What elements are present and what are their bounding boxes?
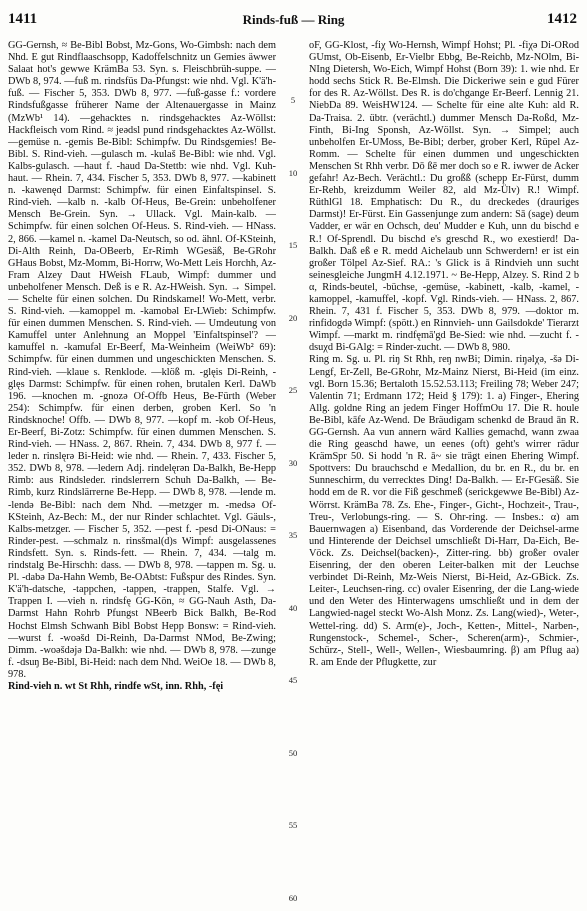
line-number: 5 — [290, 95, 296, 105]
line-numbers — [283, 40, 305, 906]
line-number: 45 — [288, 675, 298, 685]
left-column — [8, 40, 276, 906]
line-number: 35 — [288, 530, 298, 540]
entry-ring: Ring m. Sg. u. Pl. riŋ St Rhh, reŋ nwBi; Dimin. riŋǝlχǝ, -šǝ Di-Lengf, Er-Zell, Be-GRohr, Mz-Mainz Nierst, Bi-Heid (im einz. vgl. Born 15.36; Bertaloth 15.52.53.113; Freiling 78; Weber 247; Valentin 71; Erdmann 172; Heid § 179): 1. a) Finger-, Ehering Allg. goldne Ring an jedem Finger HoffmOu 17. Die R. houle Be-Bibl, kāfe Az-Wend. De Bräudigam schenkd de Braud ān R. GG-Gernsh. Aa vun annern wärd Kallies gemachd, wann zwaa die Ring geaschd hawe, un eenes (oft) geht's wirrer rädur KrämSpr 50. Si hodd 'n R. ā~ sie trägt einen Ehering Wimpf. Spottvers: Du brauchschd e Medallion, du br. en R., du br. en Sunneschirm, du verrecktes Ding! Da-Balkh. — Er-FGesäß. Sie hodd em de R. vor die Fiß geschmeß (serickgewwe Be-Bibl) Az-Wörrst. KrämBa 78. Zs. Ehe-, Finger-, Gicht-, Hochzeit-, Trau-, Treu-, Verlobungs-ring. — S. Ohr-ring. — Insbes.: α) am Bauernwagen a) Eisenband, das Vorderende der Deichsel-arme und Hinterende der Deichsel umschließt Di-Harr, Da-Eich, Be-Vöck. Zs. Deichsel(backen)-, Zitter-ring. bb) großer ovaler Eisenring, der den oberen Leiter-balken mit der Leuchse verbindet Di-Reinh, Mz-Weis Nierst, Bi-Heid, Az-GBick. Zs. Leiter-, Leuchsen-ring. cc) ovaler Eisenring, der die Lang-wiede und den Weter des Hinterwagens umschließt und in dem der Langwied-nagel steckt Wo-Alsh Monz. Zs. Lang(wied)-, Weter-, Wettel-ring. dd) S. Arm(e)-, Joch-, Ketten-, Mittel-, Narben-, Rungenstock-, Schemel-, Scher-, Scheren(arm)-, Schmier-, Schürz-, Stell-, Well-, Wellen-, Wiesbaumring. β) am Pflug aa) R. am Ende der Pflugkette, zur — [309, 354, 579, 668]
page-header — [0, 11, 587, 29]
entry-rind-vieh: Rind-vieh n. wt St Rhh, rindfe wSt, inn. Rhh, -fęi — [8, 680, 224, 692]
line-number: 55 — [288, 820, 298, 830]
right-paragraph-rind-vieh-cont: oF, GG-Klost, -fiχ Wo-Hernsh, Wimpf Hohst; Pl. -fiχǝ Di-ORod GUmst, Ob-Eisenb, Er-Vielbr Ebbg, Be-Reichb, Mz-NOlm, Bi-NIng Dietersh, Wo-Eich, Wimpf Hohst (Born 39): 1. wie nhd. Er hodd sechs Stick R. Be-Elmsh. Die Dickeriwe sein e gud Fürer for des R. Az-Wöllst. Des R. is do'chgange Er-Beerf. Lennig 21. NiebDa 89. WeisHW124. — Schelte für eine alte Kuh: ald R. Da-Traisa. 2. übtr. (verächtl.) dummer Mensch Da-Roßd, Mz-Finth, Bi-Ing Sponsh, Az-Wöllst. Syn. → Simpel; auch unbeholfen Er-UMoss, Be-Bibl; derber, grober Kerl, Rüpel Az-Romm. — Schelte für einen dummen und ungeschickten Menschen St Rhh verbr. Dō ßē mer doch so e R. iwwer de Acker gefahr! Az-Bech. Verächtl.: Du großß (schepp Er-Fürst, dumm Er-Rehb, kreizdumm Weiler 82, ald Mz-Ülv) R.! Wimpf. RüthlGl 18. Emphatisch: Du R., du dreckedes (drauriges Darmst)! Er-Fürst. Ein Gassenjunge zum andern: Sā (sage) deum Vadder, er wär en Ochsch, deu' Mudder e Kuh, unn du bischd e R.! Of-Sprendl. Du bischd e's greschd R., wo exestierd! Da-Balkh. Daß eß e R. medd Aichelaub unn Schwerdern! er ist ein großer Tölpel Az-Sief. RA.: 's Glick is ā Rindvieh unn sucht seinesgleiche JungmH 4.12.1971. ~ Be-Hepp, Alzey. S. Rind 2 b α, Rinds-beutel, -büchse, -gemüse, -kabinett, -kalb, -kamel, -kamoppel, -kamuffel, -kopf. Vgl. Rinds-vieh. — HNass. 2, 867. Rhein. 7, 431 f. Fischer 5, 353. DWb 8, 979. —doktor m. rinfidogdǝ Wimpf: (spött.) en Rinnvieh- unn Gailsdokde' Tierarzt Wimpf. —markt m. rindfęmā'gd Be-Sied: wie nhd. —zucht f. -dsuχd Bi-GAlg: = Rinder-zucht. — DWb 8, 980. — [309, 40, 579, 354]
line-number: 40 — [288, 603, 298, 613]
line-number: 60 — [288, 893, 298, 903]
right-column — [309, 40, 579, 906]
line-number: 50 — [288, 748, 298, 758]
page-number-left: 1411 — [8, 11, 38, 27]
line-number: 30 — [288, 458, 298, 468]
page-number-right: 1412 — [547, 11, 577, 27]
line-number: 20 — [288, 313, 298, 323]
left-paragraph: GG-Gernsh, ≈ Be-Bibl Bobst, Mz-Gons, Wo-Gimbsh: nach dem Nhd. E gut Rindflaaschsopp, Kadoffelschnitz un Gemies äwwer Salaat hot's gewwe KrämBa 53. Syn. s. Fleischbrüh-suppe. — DWb 8, 974. —fuß m. rindsfüs Da-Pfungst: wie nhd. Vgl. K'ä'h-fuß. — Fischer 5, 353. DWb 8, 977. —fuß-gasse f.: vordere Rindsfußgasse früherer Name der Altenauergasse in Mainz (MzWb¹ 14). —gehacktes n. rindsgehacktes Az-Wöllst: Hackfleisch vom Rind. ≈ jeǝdsl pund rindsgehacktes Az-Wöllst. —gemüse n. -gemis Be-Bibl: Schimpfw. Du Rindsgemies! Be-Bibl. S. Rind-vieh. —gulasch m. -kulaš Be-Bibl: wie nhd. Vgl. Kalbs-gulasch. —haut f. -haud Da-Stettb: wie nhd. Vgl. Kuh-haut. — Rhein. 7, 434. Fischer 5, 353. DWb 8, 977. —kabinett n. -kawenęd Darmst: Schimpfw. für einen Einfaltspinsel. S. Rind-vieh. —kalb n. -kalb Of-Heus, Be-Grein: unbeholfener Mensch Be-Grein. Syn. → Ullack. Vgl. Main-kalb. — Schimpfw. für einen solchen Of-Heus. S. Rind-vieh. — HNass. 2, 866. —kamel n. -kamel Da-Neutsch, so od. ähnl. Of-KSteinh, Di-Alth Reinh, Da-OBeerb, Er-Rimh WGesäß, Be-GRohr GHaus Bobst, Mz-Momm, Bi-Horrw, Wo-Mett Leis Horchh, Az-Fram Alzey Daut HWeish FLaub, Wimpf: dummer und unbeholfener Mensch. Deß is e R. Az-HWeish. Syn. → Simpel. — Schelte für einen solchen. Du Rindskamel! Wo-Mett, verbr. S. Rind-vieh. —kamoppel m. -kamobǝl Er-LWieb: Schimpfw. für einen dummen Menschen. S. Rind-vieh. — Umdeutung von Kamuffel unter Anlehnung an Moppel 'Einfaltspinsel'? —kamuffel n. -kamufǝl Er-Beerf, Ma-Weinheim (WeiWb² 69): Schimpfw. für einen dummen und ungeschickten Menschen. S. Rind-vieh. —klaue s. Renklode. —klöß m. -glęis Di-Reinh, -glęs Darmst: Schimpfw. für einen rohen, brutalen Kerl. DaWb 196. —knochen m. -gnozǝ Of-Offb Heus, Be-Fürth (Weber 254): Schimpfw. für einen derben, groben Kerl. So 'n Rindsknoche! Offb. — DWb 8, 977. —kopf m. -kob Of-Heus, Er-Beerf, Bi-Zotz: Schimpfw. für einen dummen Menschen. S. Rind-vieh. — HNass. 2, 867. Rhein. 7, 434. DWb 8, 977 f. —leder n. rinslęrǝ Bi-Heid: wie nhd. — Rhein. 7, 433. Fischer 5, 352. DWb 8, 978. —ledern Adj. rindelęrǝn Da-Balkh, Be-Hepp Rimb: aus Rindsleder. rindslerrern Schuh Da-Balkh, — Be-Rimb, kurz Rindslärrerne Be-Hepp. — DWb 8, 978. —lende m. -lendǝ Be-Bibl: nach dem Nhd. —metzger m. -medsǝ Of-KSteinh, Az-Bech: M., der nur Rinder schlachtet. Vgl. Gäuls-, Kalbs-metzger. — Fischer 5, 352. —pest f. -pesd Di-ONaus: = Rinder-pest. —schmalz n. rinsšmal(d)s Wimpf: ausgelassenes Rindsfett. Syn. s. Rinds-fett. — Rhein. 7, 434. —talg m. rindstalg Be-Hirschh: dass. — DWb 8, 978. —tappen m. Sg. u. Pl. -dabǝ Da-Hahn Wemb, Be-OAbtst: Fußspur des Rindes. Syn. K'ä'h-datsche, -tappchen, -tappen, -trappen, Stalfe. Vgl. → Trappen I. —vieh n. rindsfę GG-Kön, ≈ GG-Nauh Asth, Da-Darmst Hahn Rohrb Pfungst NBeerb Bick Balkh, Be-Rod Hochst Elmsh Schwanh Bibl Bobst Hepp Bonsw: = Rind-vieh. —wurst f. -woǝšd Di-Reinh, Da-Darmst NMod, Be-Zwing; Dimm. -woǝšdǝjǝ Da-Balkh: wie nhd. — DWb 8, 978. —zunge f. -dsuŋ Be-Bibl, Bi-Heid: nach dem Nhd. WeiOe 18. — DWb 8, 978. — [8, 40, 276, 680]
running-title: Rinds-fuß — Ring — [242, 12, 345, 27]
line-number: 25 — [288, 385, 298, 395]
line-number: 10 — [288, 168, 298, 178]
line-number: 15 — [288, 240, 298, 250]
